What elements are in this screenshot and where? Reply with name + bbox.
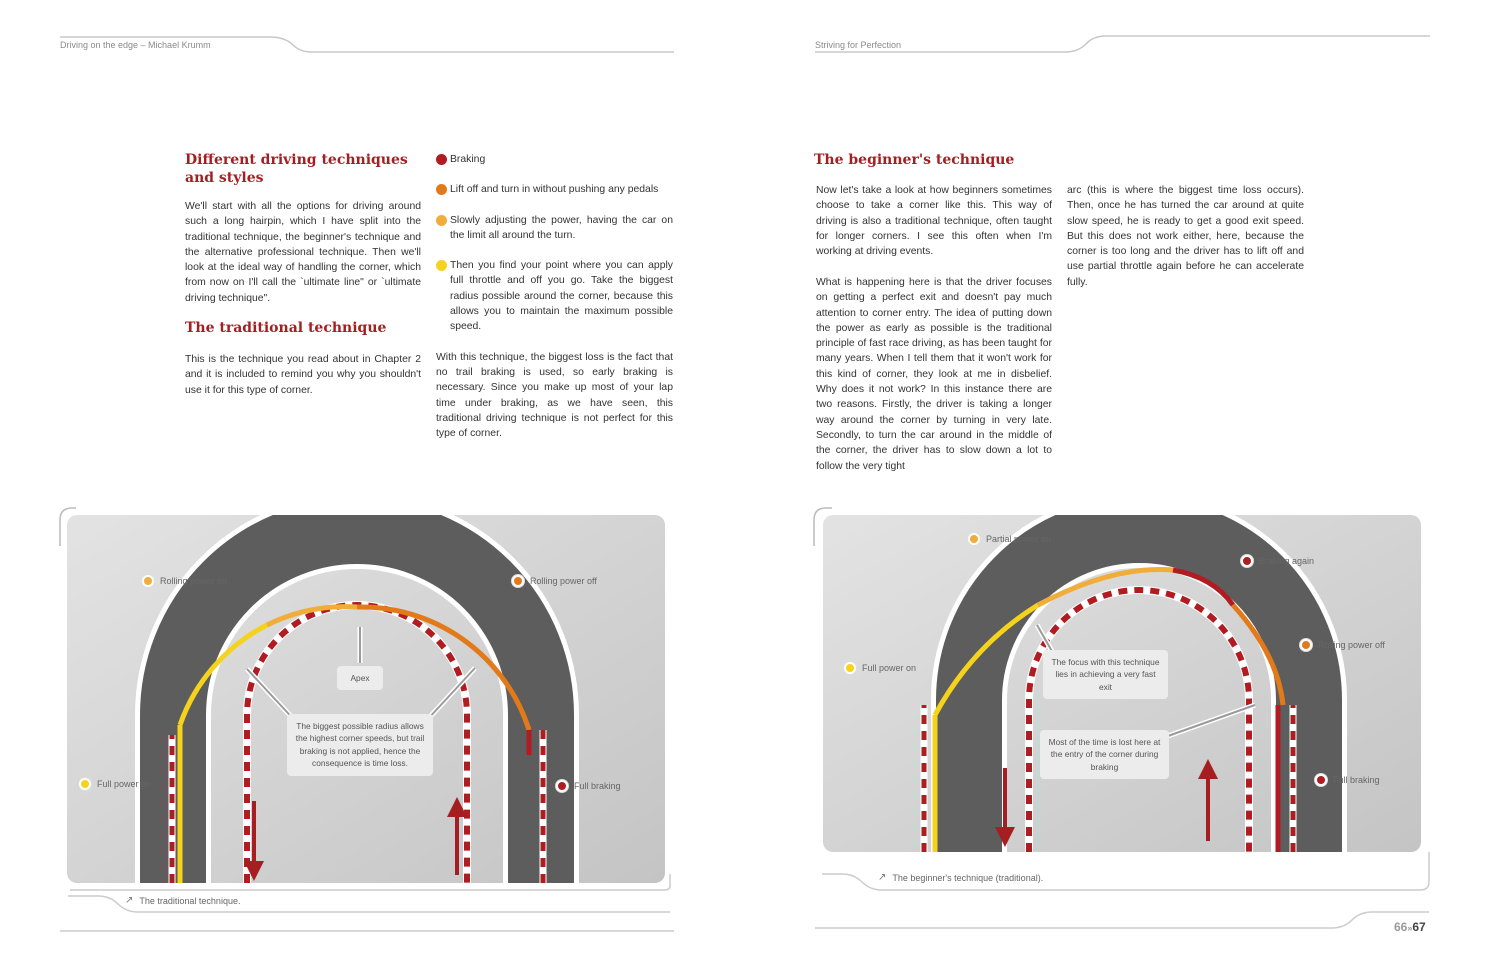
marker-rolling-off-right: Rolling power off — [1300, 639, 1385, 651]
orange-dot-icon — [1300, 639, 1312, 651]
apex-label: Apex — [337, 666, 383, 690]
running-header-right: Striving for Perfection — [815, 40, 902, 50]
marker-rolling-on: Rolling power on — [142, 575, 227, 587]
legend-item-lift-off: Lift off and turn in without pushing any pedals — [436, 182, 673, 197]
yellow-dot-icon — [844, 662, 856, 674]
marker-rolling-off: Rolling power off — [512, 575, 597, 587]
beginners-paragraph-3: arc (this is where the biggest time loss occurs). Then, once he has turned the car around at quite slow speed, he is ready to get a good exit speed. But this does not work either, here, because the corner is too long and the driver has to lift off and use partial throttle again before he can accelerate fully. — [1067, 185, 1304, 288]
caption-beginners: ↗ The beginner's technique (traditional). — [878, 872, 1044, 883]
caption-traditional: ↗ The traditional technique. — [125, 895, 241, 906]
marker-full-on: Full power on — [79, 778, 151, 790]
light-orange-dot-icon — [968, 533, 980, 545]
beginners-paragraph-1: Now let's take a look at how beginners sometimes choose to take a corner like this. This way of driving is also a traditional technique, often taught for longer corners. I see this often when I'm working at driving events. — [816, 185, 1052, 258]
marker-braking-again: Braking again — [1241, 555, 1314, 567]
light-orange-dot-icon — [436, 215, 447, 226]
marker-full-braking: Full braking — [556, 780, 621, 792]
marker-full-on-right: Full power on — [844, 662, 916, 674]
exit-focus-callout: The focus with this technique lies in achieving a very fast exit — [1043, 650, 1168, 699]
yellow-dot-icon — [79, 778, 91, 790]
red-dot-icon — [556, 780, 568, 792]
heading-traditional-technique: The traditional technique — [185, 320, 387, 336]
heading-beginners-technique: The beginner's technique — [814, 152, 1015, 168]
legend-item-adjust-power: Slowly adjusting the power, having the car on the limit all around the turn. — [436, 213, 673, 244]
biggest-loss-paragraph: With this technique, the biggest loss is the fact that no trail braking is used, so early braking is necessary. Since you make up most of your lap time under braking, as we have seen, this traditional driving technique is not perfect for this type of corner. — [436, 351, 673, 440]
marker-full-braking-right: Full braking — [1315, 774, 1380, 786]
arrow-up-right-icon: ↗ — [125, 895, 134, 906]
red-dot-icon — [436, 154, 447, 165]
marker-partial-on: Partial power on — [968, 533, 1051, 545]
entry-loss-callout: Most of the time is lost here at the entry of the corner during braking — [1040, 730, 1169, 779]
orange-dot-icon — [436, 184, 447, 195]
orange-dot-icon — [512, 575, 524, 587]
heading-driving-techniques: Different driving techniques and styles — [185, 152, 408, 186]
intro-paragraph: We'll start with all the options for driving around such a long hairpin, which I have split into the traditional technique, the beginner's technique and the alternative professional technique. Then we'll look at the ideal way of handling the corner, which from now on I'll call the `ultimate line" or `ultimate driving technique". — [185, 201, 421, 304]
page-numbers: 66»67 — [1394, 920, 1426, 934]
traditional-paragraph: This is the technique you read about in Chapter 2 and it is included to remind you why you shouldn't use it for this type of corner. — [185, 354, 421, 396]
arrow-up-right-icon: ↗ — [878, 872, 887, 883]
legend-item-full-throttle: Then you find your point where you can apply full throttle and off you go. Take the biggest radius possible around the corner, because this allows you to maintain the maximum possible speed. — [436, 258, 673, 334]
traditional-technique-diagram — [67, 515, 665, 883]
running-header-left: Driving on the edge – Michael Krumm — [60, 40, 211, 50]
beginners-paragraph-2: What is happening here is that the driver focuses on getting a perfect exit and doesn't pay much attention to corner entry. The idea of putting down the power as early as possible is the traditional principle of fast race driving, as has been taught for many years. When I tell them that it won't work for this kind of corner, they look at me in disbelief. Why does it not work? In this instance there are two reasons. Firstly, the driver is taking a longer way around the corner by turning in very late. Secondly, to turn the car around in the middle of the corner, the driver has to slow down a lot to follow the very tight — [816, 277, 1052, 472]
red-dot-icon — [1315, 774, 1327, 786]
yellow-dot-icon — [436, 260, 447, 271]
legend-list — [436, 152, 673, 441]
red-dot-icon — [1241, 555, 1253, 567]
footer-rule — [0, 925, 1489, 937]
traditional-callout: The biggest possible radius allows the highest corner speeds, but trail braking is not applied, hence the consequence is time loss. — [287, 714, 433, 776]
legend-item-braking: Braking — [436, 152, 673, 167]
header-rules — [0, 0, 1489, 60]
light-orange-dot-icon — [142, 575, 154, 587]
